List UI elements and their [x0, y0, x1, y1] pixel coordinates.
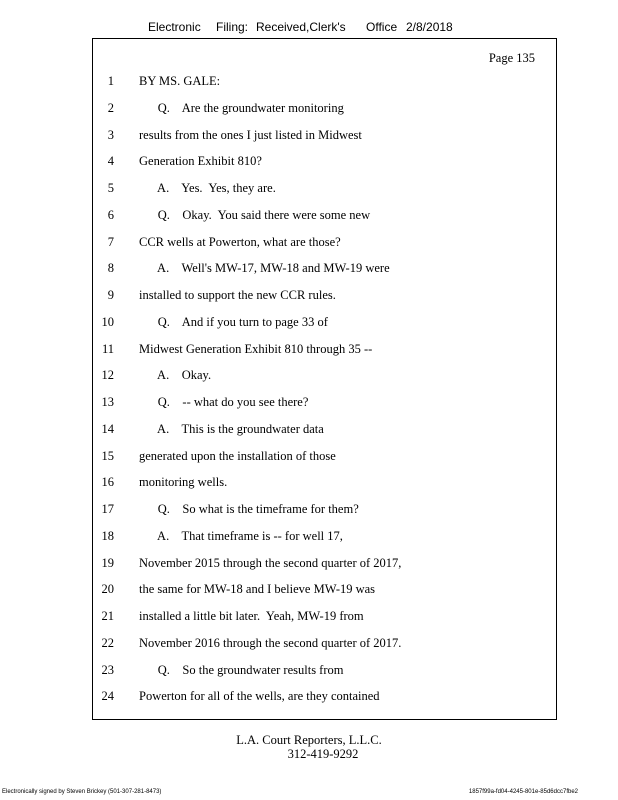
transcript-line [0, 74, 618, 90]
transcript-line [0, 529, 618, 545]
transcript-line [0, 556, 618, 572]
line-text: November 2015 through the second quarter of 2017, [139, 555, 402, 570]
electronic-signature: Electronically signed by Steven Brickey (501-307-281-8473) [2, 789, 162, 795]
line-number: 20 [101, 582, 114, 597]
document-id: 1857f99a-fd04-4245-801e-85d6dcc7fbe2 [468, 789, 578, 795]
line-text: CCR wells at Powerton, what are those? [139, 234, 341, 249]
transcript-line [0, 663, 618, 679]
line-text: Q. Are the groundwater monitoring [139, 100, 344, 115]
transcript-line [0, 582, 618, 598]
line-number: 17 [101, 502, 114, 516]
transcript-line [0, 475, 618, 491]
line-text: results from the ones I just listed in Midwest [139, 127, 362, 142]
line-number: 14 [101, 421, 114, 436]
line-number: 2 [107, 100, 114, 115]
line-text: November 2016 through the second quarter of 2017. [139, 635, 402, 650]
line-number: 16 [101, 475, 114, 490]
line-text: Powerton for all of the wells, are they contained [139, 689, 380, 704]
line-text: installed a little bit later. Yeah, MW-19 from [139, 609, 364, 623]
transcript-line [0, 261, 618, 277]
footer-phone: 312-419-9292 [287, 747, 359, 761]
line-number: 18 [101, 528, 114, 543]
line-text: A. Well's MW-17, MW-18 and MW-19 were [139, 261, 390, 276]
line-text: BY MS. GALE: [139, 74, 221, 88]
header-electronic: Electronic [148, 20, 201, 34]
line-text: A. That timeframe is -- for well 17, [139, 528, 343, 543]
header-filing: Filing: [216, 20, 249, 34]
line-number: 4 [107, 154, 114, 169]
transcript-line [0, 342, 618, 358]
line-text: Midwest Generation Exhibit 810 through 35 -- [139, 341, 373, 356]
line-text: Q. So what is the timeframe for them? [139, 502, 359, 516]
line-text: generated upon the installation of those [139, 448, 336, 463]
line-number: 10 [101, 314, 114, 329]
line-number: 21 [101, 609, 114, 623]
line-number: 7 [107, 234, 114, 249]
transcript-line [0, 449, 618, 465]
transcript-line [0, 422, 618, 438]
line-text: monitoring wells. [139, 475, 228, 490]
line-number: 12 [101, 368, 114, 383]
line-number: 3 [107, 127, 114, 142]
transcript-line [0, 502, 618, 518]
line-text: Q. -- what do you see there? [139, 395, 309, 409]
transcript-line [0, 101, 618, 117]
transcript-line [0, 128, 618, 144]
header-office: Office [366, 20, 398, 34]
line-text: A. Okay. [139, 368, 212, 383]
line-number: 15 [101, 448, 114, 463]
transcript-line [0, 315, 618, 331]
line-text: A. Yes. Yes, they are. [139, 181, 276, 195]
transcript-line [0, 154, 618, 170]
transcript-line [0, 395, 618, 411]
line-text: A. This is the groundwater data [139, 421, 324, 436]
transcript-line [0, 368, 618, 384]
filing-header [0, 20, 618, 36]
line-number: 22 [101, 635, 114, 650]
line-number: 1 [107, 74, 114, 88]
transcript-line [0, 689, 618, 705]
line-number: 6 [107, 207, 114, 222]
line-number: 9 [107, 288, 114, 302]
line-number: 19 [101, 555, 114, 570]
line-number: 24 [101, 689, 114, 704]
line-number: 23 [101, 662, 114, 677]
line-text: Generation Exhibit 810? [139, 154, 262, 169]
line-text: the same for MW-18 and I believe MW-19 was [139, 582, 376, 597]
line-text: Q. And if you turn to page 33 of [139, 314, 328, 329]
transcript-line [0, 208, 618, 224]
line-number: 11 [101, 341, 114, 356]
transcript-line [0, 636, 618, 652]
header-date: 2/8/2018 [406, 20, 453, 34]
transcript-line [0, 181, 618, 197]
line-number: 13 [101, 395, 114, 409]
line-number: 8 [107, 261, 114, 276]
page-number: Page 135 [488, 51, 535, 65]
header-received: Received,Clerk's [256, 20, 346, 34]
transcript-line [0, 235, 618, 251]
transcript-line [0, 288, 618, 304]
footer-company: L.A. Court Reporters, L.L.C. [236, 733, 382, 747]
line-number: 5 [107, 181, 114, 195]
transcript-line [0, 609, 618, 625]
line-text: installed to support the new CCR rules. [139, 288, 336, 302]
line-text: Q. So the groundwater results from [139, 662, 344, 677]
line-text: Q. Okay. You said there were some new [139, 207, 371, 222]
